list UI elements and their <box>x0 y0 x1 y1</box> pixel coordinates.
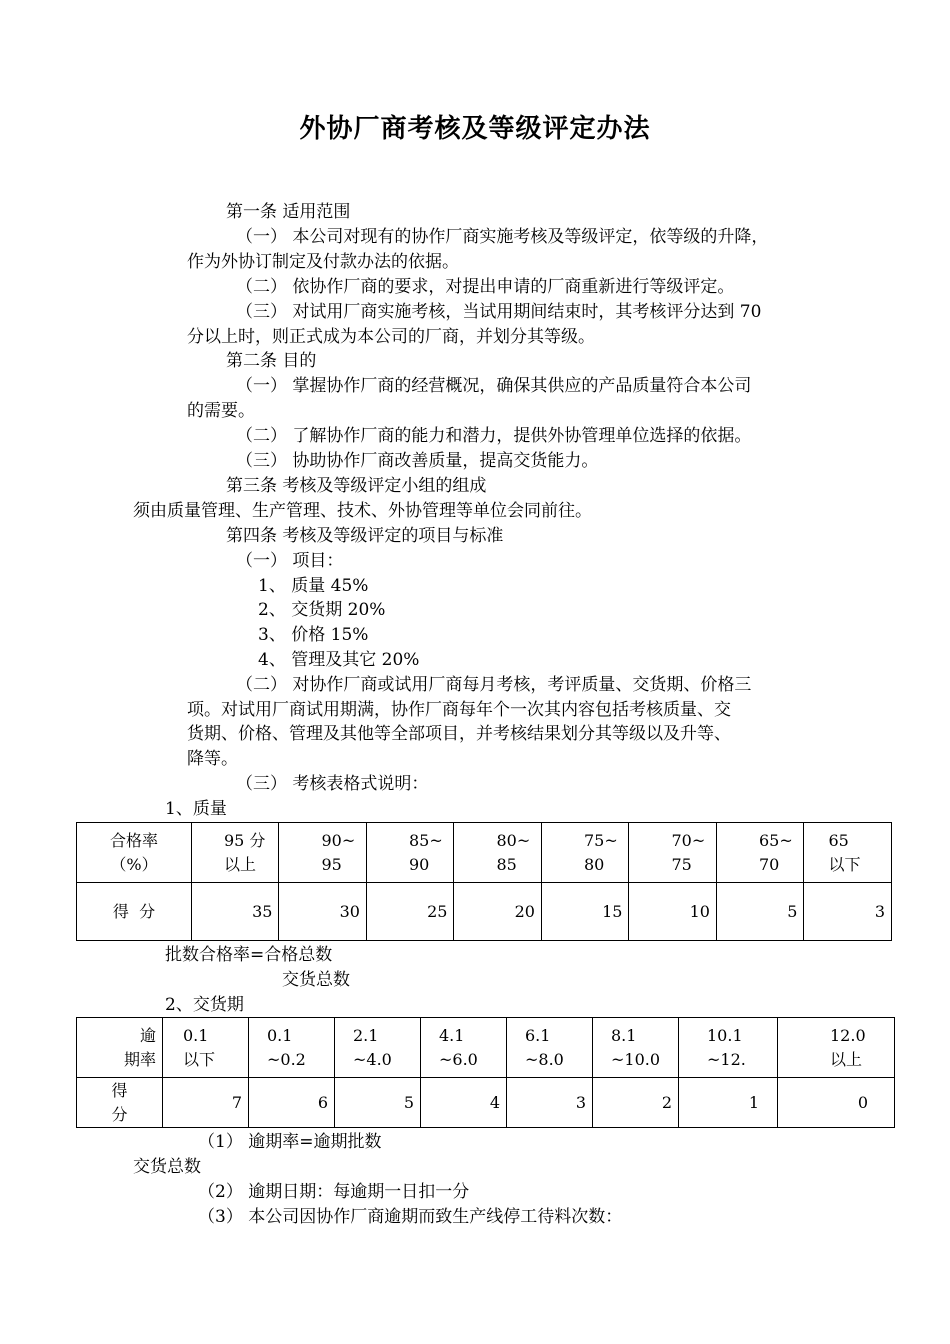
delivery-table <box>76 1017 895 1128</box>
delivery-note-1: （1） 逾期率=逾期批数 <box>198 1132 382 1152</box>
article-4-clause-2-cont-3: 降等。 <box>187 749 238 769</box>
document-title: 外协厂商考核及等级评定办法 <box>299 114 651 144</box>
quality-header-cell: 70~ 75 <box>629 823 717 883</box>
delivery-score-cell: 0 <box>778 1078 895 1128</box>
quality-header-cell: 65~ 70 <box>716 823 804 883</box>
article-2-clause-2: （二） 了解协作厂商的能力和潜力，提供外协管理单位选择的依据。 <box>236 426 752 446</box>
delivery-score-cell: 7 <box>163 1078 249 1128</box>
delivery-score-row <box>77 1078 895 1128</box>
article-2-clause-1-cont: 的需要。 <box>187 401 255 421</box>
item-quality: 1、 质量 45% <box>258 576 369 596</box>
quality-header-cell: 80~ 85 <box>454 823 542 883</box>
quality-header-cell: 85~ 90 <box>366 823 454 883</box>
article-4-items-heading: （一） 项目： <box>236 551 344 571</box>
article-4-clause-2: （二） 对协作厂商或试用厂商每月考核，考评质量、交货期、价格三 <box>236 675 752 695</box>
delivery-header-cell: 2.1 ~4.0 <box>335 1018 421 1078</box>
quality-score-cell: 10 <box>629 883 717 941</box>
delivery-score-cell: 1 <box>679 1078 778 1128</box>
delivery-header-cell: 0.1 ~0.2 <box>249 1018 335 1078</box>
article-2-heading: 第二条 目的 <box>226 351 317 371</box>
delivery-note-2: （2） 逾期日期：每逾期一日扣一分 <box>198 1182 470 1202</box>
quality-header-cell: 合格率 （%） <box>77 823 192 883</box>
quality-score-label: 得 分 <box>77 883 192 941</box>
quality-header-cell: 65 以下 <box>804 823 892 883</box>
delivery-table-label: 2、交货期 <box>165 995 244 1015</box>
delivery-header-cell: 4.1 ~6.0 <box>421 1018 507 1078</box>
quality-header-cell: 95 分 以上 <box>191 823 279 883</box>
delivery-score-cell: 3 <box>507 1078 593 1128</box>
quality-score-cell: 5 <box>716 883 804 941</box>
quality-formula-numerator: 批数合格率=合格总数 <box>165 945 333 965</box>
article-1-heading: 第一条 适用范围 <box>226 202 351 222</box>
item-price: 3、 价格 15% <box>258 625 369 645</box>
quality-score-cell: 35 <box>191 883 279 941</box>
article-4-clause-2-cont-1: 项。对试用厂商试用期满，协作厂商每年个一次其内容包括考核质量、交 <box>187 700 731 720</box>
delivery-score-label: 得 分 <box>77 1078 163 1128</box>
quality-table <box>76 822 892 941</box>
item-delivery: 2、 交货期 20% <box>258 600 386 620</box>
delivery-header-cell: 12.0 以上 <box>778 1018 895 1078</box>
delivery-note-1-denominator: 交货总数 <box>133 1157 201 1177</box>
article-2-clause-1: （一） 掌握协作厂商的经营概况，确保其供应的产品质量符合本公司 <box>236 376 752 396</box>
article-1-clause-2: （二） 依协作厂商的要求，对提出申请的厂商重新进行等级评定。 <box>236 277 735 297</box>
delivery-header-cell: 逾 期率 <box>77 1018 163 1078</box>
quality-header-row <box>77 823 892 883</box>
article-1-clause-1: （一） 本公司对现有的协作厂商实施考核及等级评定，依等级的升降， <box>236 227 769 247</box>
delivery-score-cell: 6 <box>249 1078 335 1128</box>
delivery-note-3: （3） 本公司因协作厂商逾期而致生产线停工待料次数： <box>198 1207 623 1227</box>
delivery-header-cell: 0.1 以下 <box>163 1018 249 1078</box>
quality-header-cell: 75~ 80 <box>541 823 629 883</box>
delivery-header-cell: 8.1 ~10.0 <box>593 1018 679 1078</box>
article-4-clause-2-cont-2: 货期、价格、管理及其他等全部项目，并考核结果划分其等级以及升等、 <box>187 724 731 744</box>
article-2-clause-3: （三） 协助协作厂商改善质量，提高交货能力。 <box>236 451 599 471</box>
delivery-score-cell: 5 <box>335 1078 421 1128</box>
delivery-header-cell: 6.1 ~8.0 <box>507 1018 593 1078</box>
quality-score-cell: 25 <box>366 883 454 941</box>
delivery-header-cell: 10.1 ~12. <box>679 1018 778 1078</box>
quality-table-label: 1、质量 <box>165 799 227 819</box>
quality-score-cell: 3 <box>804 883 892 941</box>
delivery-header-row <box>77 1018 895 1078</box>
quality-score-row <box>77 883 892 941</box>
delivery-score-cell: 4 <box>421 1078 507 1128</box>
quality-score-cell: 30 <box>279 883 367 941</box>
article-1-clause-1-cont: 作为外协订制定及付款办法的依据。 <box>187 252 459 272</box>
quality-header-cell: 90~ 95 <box>279 823 367 883</box>
article-3-heading: 第三条 考核及等级评定小组的组成 <box>226 476 487 496</box>
article-4-clause-3: （三） 考核表格式说明： <box>236 774 429 794</box>
item-management: 4、 管理及其它 20% <box>258 650 420 670</box>
article-4-heading: 第四条 考核及等级评定的项目与标准 <box>226 526 504 546</box>
article-1-clause-3: （三） 对试用厂商实施考核，当试用期间结束时，其考核评分达到 70 <box>236 302 762 322</box>
article-1-clause-3-cont: 分以上时，则正式成为本公司的厂商，并划分其等级。 <box>187 327 595 347</box>
quality-formula-denominator: 交货总数 <box>282 970 350 990</box>
article-3-body: 须由质量管理、生产管理、技术、外协管理等单位会同前往。 <box>133 501 592 521</box>
quality-score-cell: 15 <box>541 883 629 941</box>
quality-score-cell: 20 <box>454 883 542 941</box>
delivery-score-cell: 2 <box>593 1078 679 1128</box>
